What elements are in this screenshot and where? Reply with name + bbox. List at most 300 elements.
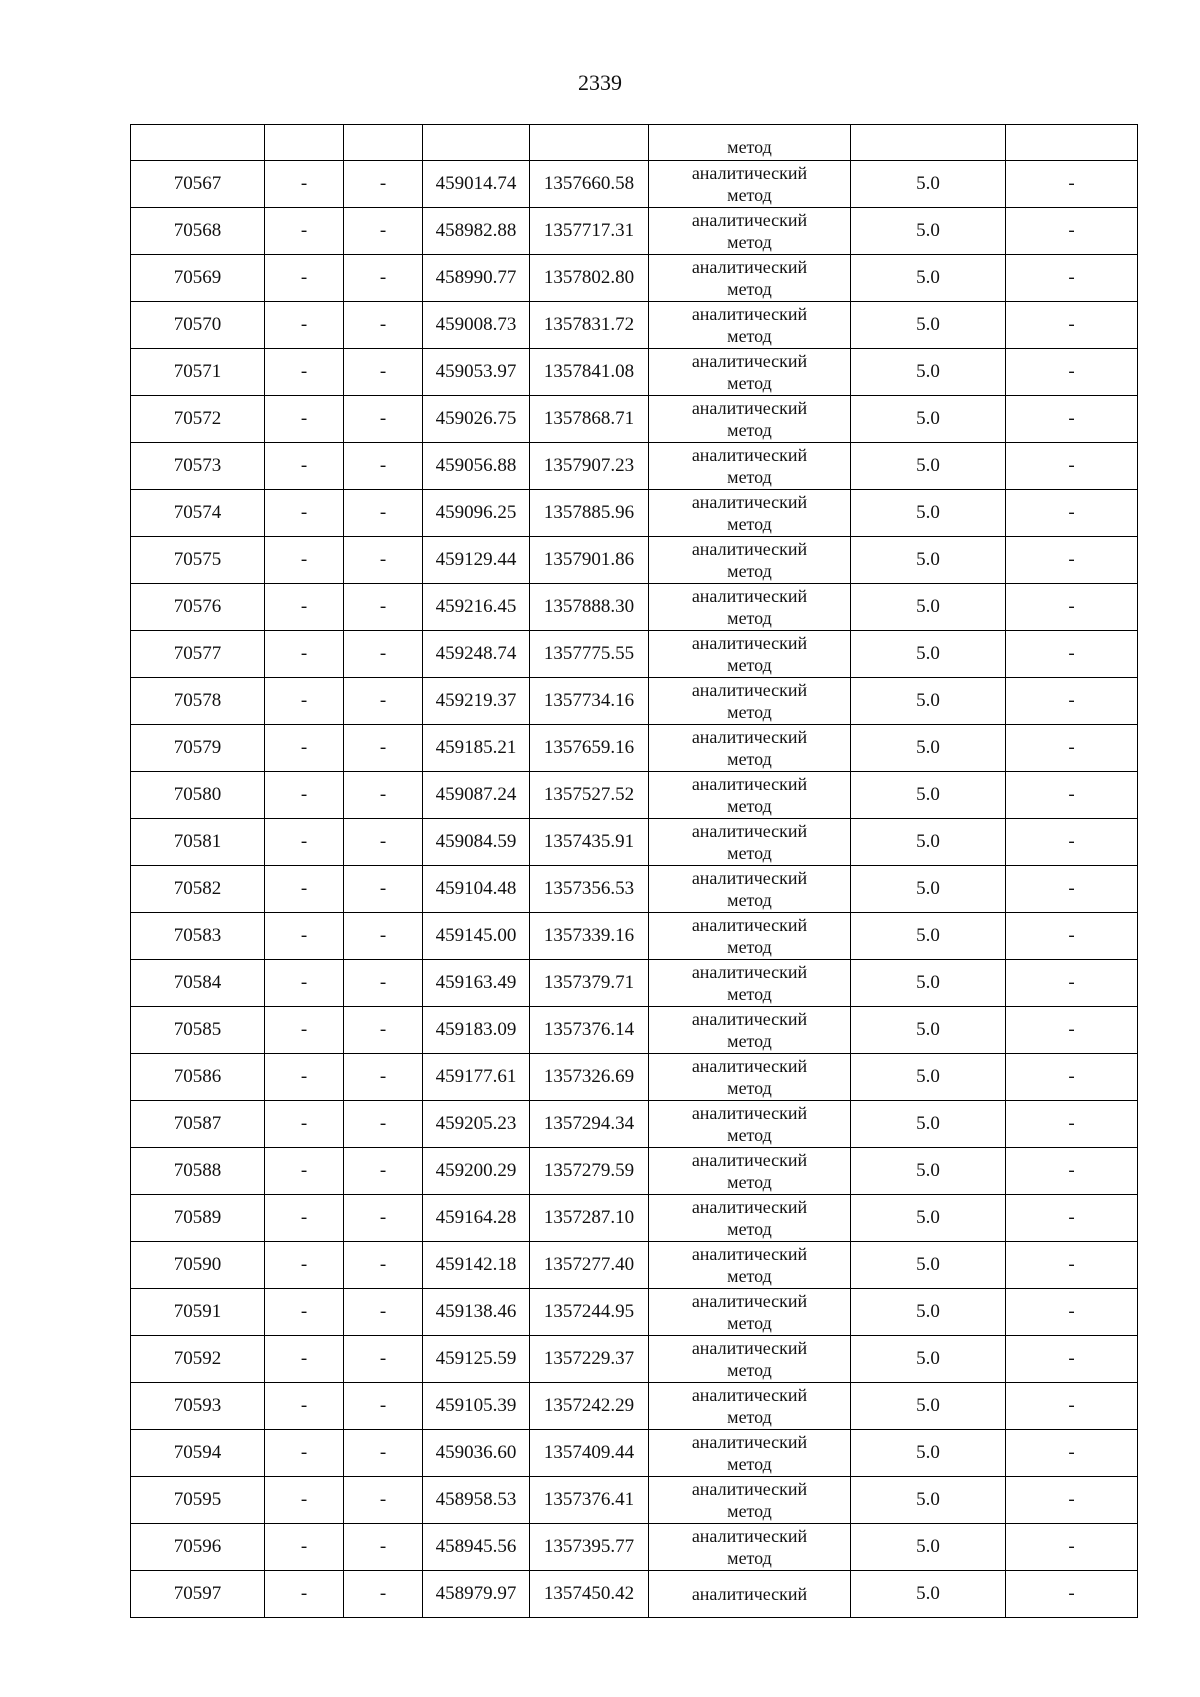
cell-col2: - (265, 1148, 344, 1195)
cell-y: 1357841.08 (530, 349, 649, 396)
method-line-2: метод (727, 890, 772, 910)
cell-x: 459125.59 (423, 1336, 530, 1383)
cell-col2: - (265, 208, 344, 255)
table-row (131, 302, 1138, 349)
method-line-1: аналитический (691, 163, 808, 183)
cell-col3: - (344, 631, 423, 678)
method-line-1: аналитический (691, 210, 808, 230)
cell-col3: - (344, 678, 423, 725)
cell-col2: - (265, 349, 344, 396)
cell-col2: - (265, 1430, 344, 1477)
method-line-1: аналитический (691, 351, 808, 371)
cell-y: 1357242.29 (530, 1383, 649, 1430)
cell-col8: - (1006, 1242, 1138, 1289)
cell-x: 459014.74 (423, 161, 530, 208)
cell-col3: - (344, 537, 423, 584)
cell-col3: - (344, 1054, 423, 1101)
cell-x: 459096.25 (423, 490, 530, 537)
cell-accuracy: 5.0 (851, 537, 1006, 584)
cell-col8: - (1006, 1195, 1138, 1242)
cell-col3: - (344, 396, 423, 443)
cell-accuracy: 5.0 (851, 1430, 1006, 1477)
cell-x: 459087.24 (423, 772, 530, 819)
cell-col2: - (265, 1383, 344, 1430)
table-row (131, 1477, 1138, 1524)
cell-method (649, 960, 851, 1007)
cell-y: 1357356.53 (530, 866, 649, 913)
cell-method (649, 1477, 851, 1524)
cell-y: 1357339.16 (530, 913, 649, 960)
cell-accuracy: 5.0 (851, 1289, 1006, 1336)
method-line-1: аналитический (691, 1526, 808, 1546)
method-line-2: метод (727, 1548, 772, 1568)
cell-col3 (344, 125, 423, 161)
cell-col8: - (1006, 537, 1138, 584)
cell-method (649, 302, 851, 349)
method-line-1: аналитический (691, 257, 808, 277)
cell-col3: - (344, 1242, 423, 1289)
cell-id: 70597 (131, 1571, 265, 1618)
method-text: метод (727, 137, 772, 157)
cell-method (649, 349, 851, 396)
cell-id: 70588 (131, 1148, 265, 1195)
table-row (131, 1571, 1138, 1618)
method-line-2: метод (727, 655, 772, 675)
method-line-2: метод (727, 467, 772, 487)
cell-accuracy: 5.0 (851, 161, 1006, 208)
cell-method (649, 678, 851, 725)
cell-accuracy: 5.0 (851, 255, 1006, 302)
cell-x: 459177.61 (423, 1054, 530, 1101)
table-row (131, 208, 1138, 255)
cell-x: 458979.97 (423, 1571, 530, 1618)
cell-x (423, 125, 530, 161)
cell-col8: - (1006, 960, 1138, 1007)
cell-y: 1357409.44 (530, 1430, 649, 1477)
cell-col2: - (265, 631, 344, 678)
cell-col3: - (344, 772, 423, 819)
cell-accuracy: 5.0 (851, 678, 1006, 725)
cell-x: 459056.88 (423, 443, 530, 490)
cell-col2: - (265, 584, 344, 631)
table-row (131, 960, 1138, 1007)
cell-method (649, 255, 851, 302)
cell-y: 1357395.77 (530, 1524, 649, 1571)
coordinates-table (130, 124, 1138, 1618)
cell-x: 459036.60 (423, 1430, 530, 1477)
cell-id (131, 125, 265, 161)
cell-col2: - (265, 1007, 344, 1054)
cell-y: 1357775.55 (530, 631, 649, 678)
cell-y: 1357901.86 (530, 537, 649, 584)
cell-id: 70570 (131, 302, 265, 349)
cell-col2 (265, 125, 344, 161)
cell-col2: - (265, 1101, 344, 1148)
cell-id: 70592 (131, 1336, 265, 1383)
method-line-2: метод (727, 420, 772, 440)
table-row (131, 678, 1138, 725)
method-line-1: аналитический (691, 1291, 808, 1311)
page-number: 2339 (578, 70, 622, 95)
cell-accuracy: 5.0 (851, 584, 1006, 631)
table-row (131, 1007, 1138, 1054)
cell-x: 459104.48 (423, 866, 530, 913)
method-line-2: метод (727, 1360, 772, 1380)
method-line-1: аналитический (691, 445, 808, 465)
cell-id: 70581 (131, 819, 265, 866)
cell-col3: - (344, 1101, 423, 1148)
cell-accuracy: 5.0 (851, 1007, 1006, 1054)
cell-id: 70574 (131, 490, 265, 537)
method-line-1: аналитический (691, 1103, 808, 1123)
cell-col3: - (344, 1195, 423, 1242)
cell-id: 70571 (131, 349, 265, 396)
cell-col8: - (1006, 1524, 1138, 1571)
cell-id: 70586 (131, 1054, 265, 1101)
cell-y: 1357659.16 (530, 725, 649, 772)
table-row (131, 866, 1138, 913)
cell-method (649, 584, 851, 631)
cell-col2: - (265, 913, 344, 960)
cell-col8: - (1006, 1289, 1138, 1336)
cell-x: 459163.49 (423, 960, 530, 1007)
cell-col8: - (1006, 913, 1138, 960)
cell-method (649, 1101, 851, 1148)
method-line-2: метод (727, 702, 772, 722)
cell-x: 459216.45 (423, 584, 530, 631)
cell-col2: - (265, 490, 344, 537)
cell-col2: - (265, 443, 344, 490)
method-line-2: метод (727, 232, 772, 252)
cell-method (649, 1430, 851, 1477)
cell-id: 70572 (131, 396, 265, 443)
cell-col8: - (1006, 208, 1138, 255)
cell-col2: - (265, 302, 344, 349)
method-line-2: метод (727, 1078, 772, 1098)
cell-y: 1357660.58 (530, 161, 649, 208)
cell-col2: - (265, 819, 344, 866)
cell-method (649, 125, 851, 161)
cell-y: 1357888.30 (530, 584, 649, 631)
cell-method (649, 537, 851, 584)
method-line-1: аналитический (691, 1584, 808, 1604)
cell-method (649, 1054, 851, 1101)
cell-col8: - (1006, 1148, 1138, 1195)
table-row (131, 913, 1138, 960)
table-row (131, 1336, 1138, 1383)
cell-col2: - (265, 678, 344, 725)
cell-id: 70577 (131, 631, 265, 678)
cell-col8: - (1006, 678, 1138, 725)
cell-x: 459200.29 (423, 1148, 530, 1195)
cell-accuracy: 5.0 (851, 866, 1006, 913)
method-line-2: метод (727, 1266, 772, 1286)
cell-id: 70584 (131, 960, 265, 1007)
cell-x: 459164.28 (423, 1195, 530, 1242)
cell-x: 459138.46 (423, 1289, 530, 1336)
cell-col8: - (1006, 1336, 1138, 1383)
table-row (131, 537, 1138, 584)
method-line-2: метод (727, 373, 772, 393)
cell-method (649, 1524, 851, 1571)
method-line-1: аналитический (691, 1009, 808, 1029)
cell-y: 1357435.91 (530, 819, 649, 866)
cell-method (649, 490, 851, 537)
cell-col3: - (344, 302, 423, 349)
method-line-1: аналитический (691, 962, 808, 982)
cell-y: 1357379.71 (530, 960, 649, 1007)
cell-col3: - (344, 1336, 423, 1383)
cell-col2: - (265, 1524, 344, 1571)
cell-x: 459142.18 (423, 1242, 530, 1289)
cell-col8: - (1006, 1383, 1138, 1430)
cell-id: 70585 (131, 1007, 265, 1054)
cell-x: 459145.00 (423, 913, 530, 960)
cell-accuracy: 5.0 (851, 1195, 1006, 1242)
cell-col8: - (1006, 866, 1138, 913)
method-line-2: метод (727, 1407, 772, 1427)
cell-col3: - (344, 208, 423, 255)
cell-accuracy: 5.0 (851, 1101, 1006, 1148)
cell-accuracy: 5.0 (851, 349, 1006, 396)
cell-col2: - (265, 1571, 344, 1618)
cell-x: 459205.23 (423, 1101, 530, 1148)
cell-y: 1357527.52 (530, 772, 649, 819)
table-row (131, 1054, 1138, 1101)
table-row (131, 1195, 1138, 1242)
cell-method (649, 772, 851, 819)
cell-y: 1357885.96 (530, 490, 649, 537)
cell-accuracy: 5.0 (851, 631, 1006, 678)
cell-method (649, 1007, 851, 1054)
cell-col2: - (265, 161, 344, 208)
method-line-2: метод (727, 1219, 772, 1239)
cell-col2: - (265, 866, 344, 913)
cell-id: 70594 (131, 1430, 265, 1477)
method-line-1: аналитический (691, 680, 808, 700)
cell-x: 459185.21 (423, 725, 530, 772)
cell-x: 459008.73 (423, 302, 530, 349)
table-row (131, 1383, 1138, 1430)
cell-accuracy: 5.0 (851, 913, 1006, 960)
cell-accuracy: 5.0 (851, 302, 1006, 349)
cell-col2: - (265, 725, 344, 772)
cell-col3: - (344, 819, 423, 866)
method-line-2: метод (727, 984, 772, 1004)
cell-accuracy: 5.0 (851, 443, 1006, 490)
method-line-2: метод (727, 185, 772, 205)
method-line-2: метод (727, 1454, 772, 1474)
table-row (131, 490, 1138, 537)
cell-method (649, 443, 851, 490)
cell-col8: - (1006, 302, 1138, 349)
cell-method (649, 1336, 851, 1383)
method-line-2: метод (727, 1313, 772, 1333)
method-line-1: аналитический (691, 821, 808, 841)
method-line-1: аналитический (691, 304, 808, 324)
cell-y: 1357450.42 (530, 1571, 649, 1618)
method-line-1: аналитический (691, 586, 808, 606)
table-row (131, 1524, 1138, 1571)
cell-method (649, 1571, 851, 1618)
cell-id: 70591 (131, 1289, 265, 1336)
cell-y: 1357868.71 (530, 396, 649, 443)
cell-id: 70583 (131, 913, 265, 960)
cell-accuracy: 5.0 (851, 1148, 1006, 1195)
cell-col8: - (1006, 443, 1138, 490)
cell-method (649, 913, 851, 960)
cell-col2: - (265, 772, 344, 819)
cell-id: 70573 (131, 443, 265, 490)
cell-col8: - (1006, 255, 1138, 302)
cell-col3: - (344, 161, 423, 208)
cell-method (649, 208, 851, 255)
cell-accuracy: 5.0 (851, 960, 1006, 1007)
cell-col8: - (1006, 349, 1138, 396)
cell-col3: - (344, 1007, 423, 1054)
cell-method (649, 866, 851, 913)
cell-col2: - (265, 537, 344, 584)
cell-col8: - (1006, 1054, 1138, 1101)
cell-x: 459219.37 (423, 678, 530, 725)
cell-accuracy: 5.0 (851, 1242, 1006, 1289)
method-line-1: аналитический (691, 727, 808, 747)
cell-y: 1357244.95 (530, 1289, 649, 1336)
cell-id: 70580 (131, 772, 265, 819)
cell-col8 (1006, 125, 1138, 161)
method-line-1: аналитический (691, 1338, 808, 1358)
cell-y: 1357734.16 (530, 678, 649, 725)
cell-col8: - (1006, 1571, 1138, 1618)
cell-method (649, 1148, 851, 1195)
method-line-1: аналитический (691, 1244, 808, 1264)
cell-y: 1357294.34 (530, 1101, 649, 1148)
table-row (131, 772, 1138, 819)
cell-col2: - (265, 1242, 344, 1289)
cell-col8: - (1006, 490, 1138, 537)
cell-x: 458958.53 (423, 1477, 530, 1524)
cell-col8: - (1006, 584, 1138, 631)
cell-x: 458982.88 (423, 208, 530, 255)
cell-y: 1357287.10 (530, 1195, 649, 1242)
cell-id: 70589 (131, 1195, 265, 1242)
cell-accuracy: 5.0 (851, 1524, 1006, 1571)
cell-x: 459183.09 (423, 1007, 530, 1054)
cell-col3: - (344, 960, 423, 1007)
cell-col3: - (344, 1477, 423, 1524)
table-row (131, 1148, 1138, 1195)
cell-col8: - (1006, 1007, 1138, 1054)
cell-col3: - (344, 1571, 423, 1618)
cell-col8: - (1006, 1430, 1138, 1477)
cell-y: 1357279.59 (530, 1148, 649, 1195)
cell-y: 1357907.23 (530, 443, 649, 490)
cell-method (649, 1383, 851, 1430)
cell-accuracy: 5.0 (851, 208, 1006, 255)
cell-x: 459026.75 (423, 396, 530, 443)
table-row (131, 584, 1138, 631)
table-row-continuation (131, 125, 1138, 161)
cell-y: 1357229.37 (530, 1336, 649, 1383)
cell-id: 70593 (131, 1383, 265, 1430)
cell-col3: - (344, 349, 423, 396)
cell-id: 70567 (131, 161, 265, 208)
cell-y: 1357802.80 (530, 255, 649, 302)
table-row (131, 1101, 1138, 1148)
cell-accuracy: 5.0 (851, 1054, 1006, 1101)
method-line-2: метод (727, 1125, 772, 1145)
method-line-1: аналитический (691, 915, 808, 935)
cell-col3: - (344, 866, 423, 913)
cell-col8: - (1006, 631, 1138, 678)
cell-x: 458945.56 (423, 1524, 530, 1571)
table-row (131, 255, 1138, 302)
cell-x: 459084.59 (423, 819, 530, 866)
cell-method (649, 725, 851, 772)
cell-id: 70595 (131, 1477, 265, 1524)
table-row (131, 161, 1138, 208)
cell-method (649, 631, 851, 678)
cell-method (649, 1195, 851, 1242)
cell-y: 1357831.72 (530, 302, 649, 349)
cell-method (649, 819, 851, 866)
cell-method (649, 1242, 851, 1289)
cell-accuracy: 5.0 (851, 1336, 1006, 1383)
method-line-1: аналитический (691, 1150, 808, 1170)
table-body (131, 125, 1138, 1618)
method-line-2: метод (727, 843, 772, 863)
cell-col8: - (1006, 396, 1138, 443)
cell-x: 459105.39 (423, 1383, 530, 1430)
table-row (131, 1289, 1138, 1336)
cell-accuracy: 5.0 (851, 1477, 1006, 1524)
cell-x: 459248.74 (423, 631, 530, 678)
cell-col3: - (344, 1148, 423, 1195)
cell-col2: - (265, 1336, 344, 1383)
method-line-2: метод (727, 326, 772, 346)
method-line-2: метод (727, 1031, 772, 1051)
cell-accuracy: 5.0 (851, 772, 1006, 819)
table-row (131, 1242, 1138, 1289)
cell-id: 70590 (131, 1242, 265, 1289)
cell-col8: - (1006, 725, 1138, 772)
cell-col2: - (265, 1054, 344, 1101)
cell-col3: - (344, 255, 423, 302)
method-line-1: аналитический (691, 398, 808, 418)
cell-id: 70575 (131, 537, 265, 584)
cell-y: 1357717.31 (530, 208, 649, 255)
cell-id: 70576 (131, 584, 265, 631)
method-line-2: метод (727, 279, 772, 299)
method-line-1: аналитический (691, 774, 808, 794)
method-line-1: аналитический (691, 539, 808, 559)
method-line-1: аналитический (691, 1056, 808, 1076)
cell-col2: - (265, 960, 344, 1007)
table-row (131, 819, 1138, 866)
cell-accuracy: 5.0 (851, 490, 1006, 537)
method-line-1: аналитический (691, 868, 808, 888)
cell-col3: - (344, 725, 423, 772)
method-line-2: метод (727, 1501, 772, 1521)
method-line-2: метод (727, 514, 772, 534)
cell-col3: - (344, 1289, 423, 1336)
cell-accuracy (851, 125, 1006, 161)
table-row (131, 443, 1138, 490)
cell-col3: - (344, 1524, 423, 1571)
cell-col3: - (344, 490, 423, 537)
method-line-1: аналитический (691, 1385, 808, 1405)
cell-col3: - (344, 584, 423, 631)
